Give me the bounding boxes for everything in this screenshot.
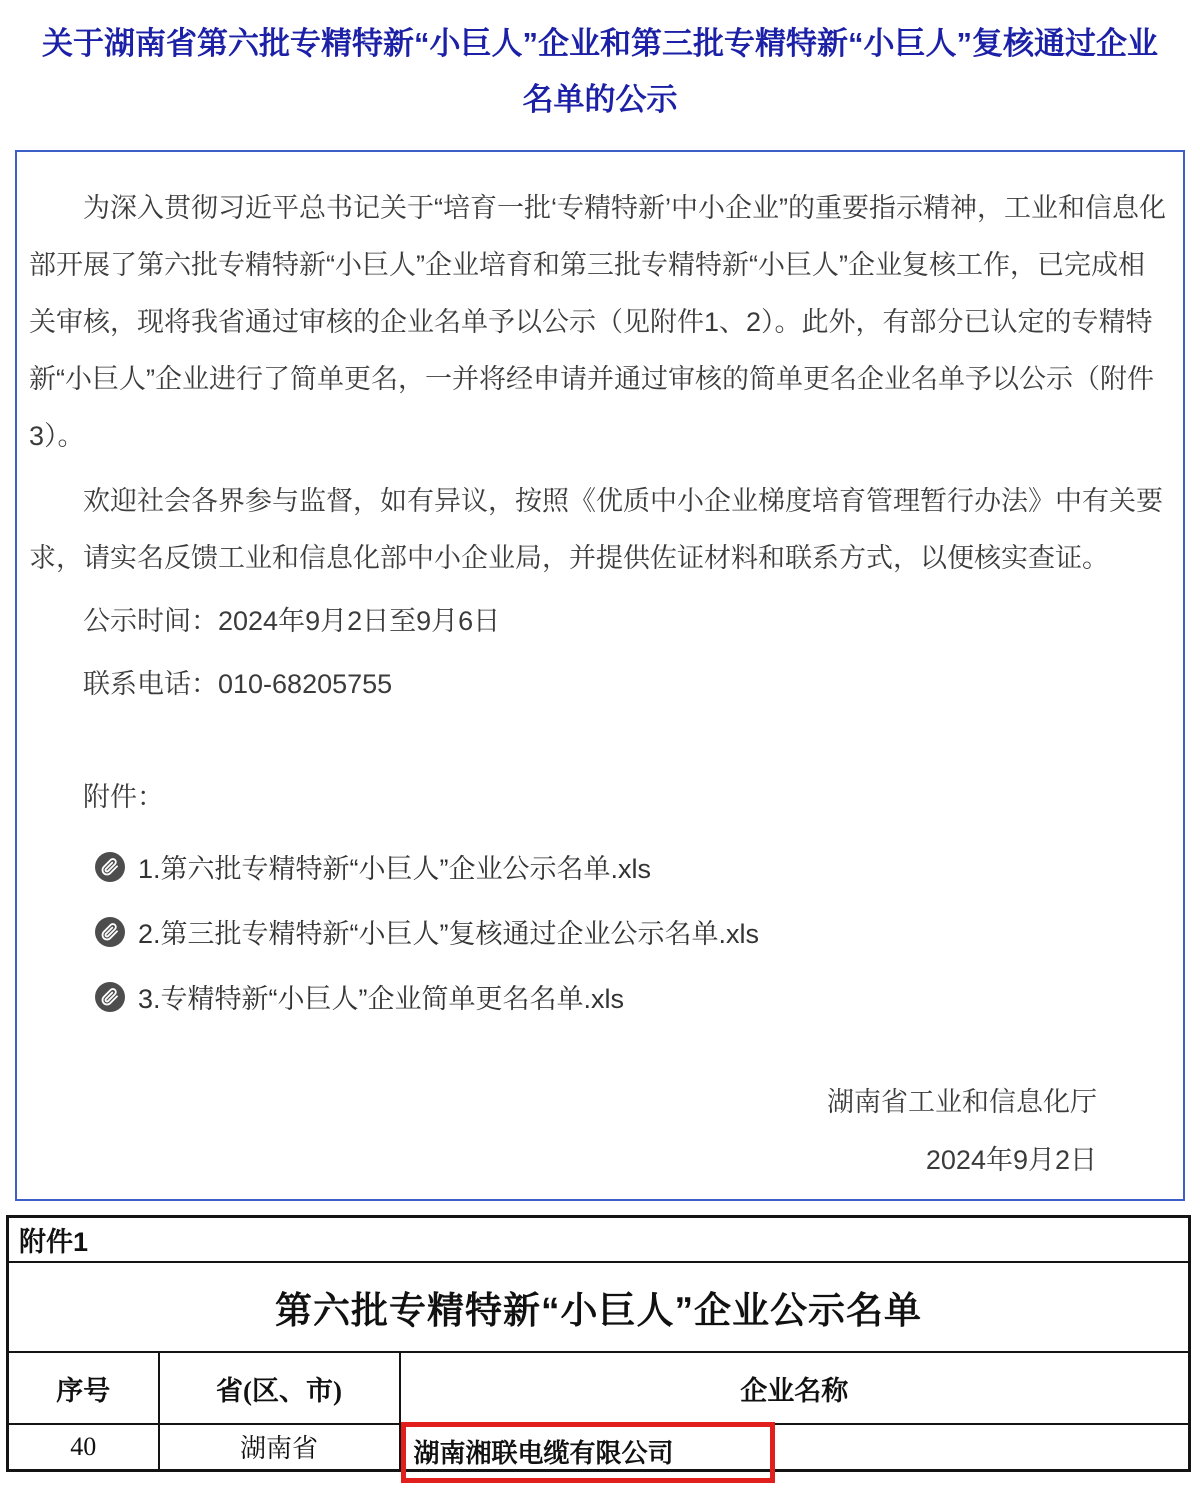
table-title-row — [8, 1262, 1190, 1352]
company-name: 湖南湘联电缆有限公司 — [413, 1439, 674, 1469]
annex-table-section — [0, 1215, 1200, 1472]
annex-label: 附件1 — [8, 1217, 1190, 1263]
paperclip-icon — [95, 982, 125, 1012]
notice-paragraph-2: 欢迎社会各界参与监督，如有异议，按照《优质中小企业梯度培育管理暂行办法》中有关要求，请实名反馈工业和信息化部中小企业局，并提供佐证材料和联系方式，以便核实查证。 — [29, 486, 1163, 573]
table-header-row — [8, 1352, 1190, 1424]
table-row — [8, 1424, 1190, 1470]
cell-province: 湖南省 — [159, 1424, 400, 1470]
paperclip-icon — [95, 917, 125, 947]
issuer-name: 湖南省工业和信息化厅 — [827, 1087, 1097, 1117]
attachment-link-1[interactable] — [95, 834, 1169, 899]
attachment-link-text[interactable]: 2.第三批专精特新“小巨人”复核通过企业公示名单.xls — [138, 919, 759, 949]
issue-date: 2024年9月2日 — [925, 1145, 1097, 1175]
annex-table — [6, 1215, 1191, 1472]
annex-label-row — [8, 1217, 1190, 1263]
attachment-link-3[interactable] — [95, 964, 1169, 1029]
attachment-list — [29, 834, 1169, 1029]
cell-company — [400, 1424, 1190, 1470]
attachment-link-text[interactable]: 1.第六批专精特新“小巨人”企业公示名单.xls — [138, 854, 651, 884]
contact-phone: 联系电话：010-68205755 — [83, 669, 393, 699]
column-header-seq: 序号 — [8, 1352, 159, 1424]
attachment-link-text[interactable]: 3.专精特新“小巨人”企业简单更名名单.xls — [138, 984, 624, 1014]
highlight-red-box — [401, 1422, 775, 1483]
table-title: 第六批专精特新“小巨人”企业公示名单 — [8, 1262, 1190, 1352]
page-title: 关于湖南省第六批专精特新“小巨人”企业和第三批专精特新“小巨人”复核通过企业名单的公示 — [42, 26, 1158, 117]
notice-paragraph-1: 为深入贯彻习近平总书记关于“培育一批‘专精特新’中小企业”的重要指示精神，工业和信息化部开展了第六批专精特新“小巨人”企业培育和第三批专精特新“小巨人”企业复核工作，已完成相关审核，现将我省通过审核的企业名单予以公示（见附件1、2）。此外，有部分已认定的专精特新“小巨人”企业进行了简单更名，一并将经申请并通过审核的简单更名企业名单予以公示（附件3）。 — [29, 193, 1166, 451]
publicity-period: 公示时间：2024年9月2日至9月6日 — [83, 606, 501, 636]
notice-box — [15, 150, 1185, 1201]
column-header-province: 省(区、市) — [159, 1352, 400, 1424]
cell-seq: 40 — [8, 1424, 159, 1470]
column-header-company: 企业名称 — [400, 1352, 1190, 1424]
paperclip-icon — [95, 852, 125, 882]
attachment-link-2[interactable] — [95, 899, 1169, 964]
attachments-label: 附件： — [83, 782, 164, 812]
signature-block — [29, 1073, 1169, 1189]
announcement-page — [0, 16, 1200, 1472]
